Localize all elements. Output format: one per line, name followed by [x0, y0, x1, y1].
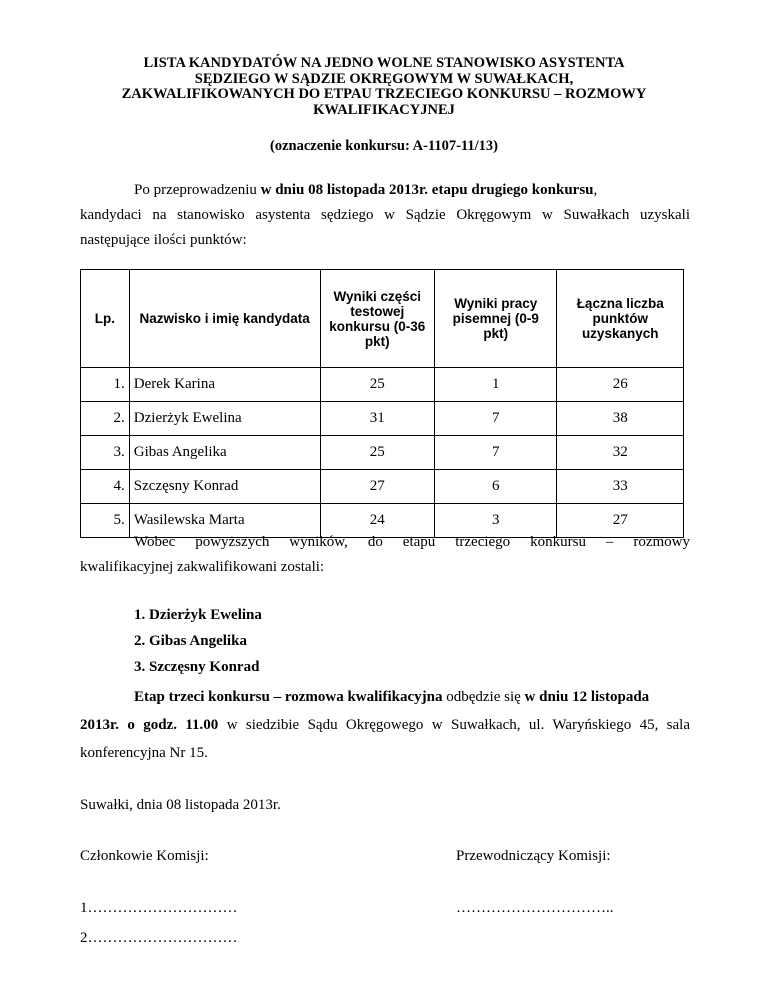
cell-total: 38	[557, 402, 684, 436]
stage3-line-1	[80, 683, 690, 711]
cell-written: 6	[435, 470, 557, 504]
cell-lp: 3.	[81, 436, 130, 470]
cell-lp: 4.	[81, 470, 130, 504]
document-title	[60, 56, 708, 118]
intro-paragraph	[80, 178, 690, 253]
stage3-time-bold: 2013r. o godz. 11.00	[80, 717, 219, 733]
committee-chair-label: Przewodniczący Komisji:	[456, 848, 611, 864]
results-table	[80, 269, 684, 538]
header-name: Nazwisko i imię kandydata	[129, 270, 320, 368]
stage3-text-1: odbędzie się	[446, 689, 521, 705]
table-row	[81, 368, 684, 402]
title-line-1: LISTA KANDYDATÓW NA JEDNO WOLNE STANOWISKO ASYSTENTA	[143, 55, 625, 71]
stage3-paragraph	[80, 683, 690, 767]
header-lp: Lp.	[81, 270, 130, 368]
conclusion-paragraph	[80, 530, 690, 580]
member-signature-line-1: 1…………………………	[80, 900, 238, 916]
cell-test: 25	[320, 436, 435, 470]
committee-members-label: Członkowie Komisji:	[80, 848, 209, 864]
stage3-line-3: konferencyjna Nr 15.	[80, 745, 208, 761]
member-signature-line-2: 2…………………………	[80, 930, 238, 946]
competition-designation: (oznaczenie konkursu: A-1107-11/13)	[270, 138, 498, 154]
cell-written: 7	[435, 436, 557, 470]
cell-name: Gibas Angelika	[129, 436, 320, 470]
stage3-text-2: w siedzibie Sądu Okręgowego w Suwałkach, ul. Waryńskiego 45, sala	[226, 717, 691, 733]
list-item: 2. Gibas Angelika	[134, 633, 247, 649]
cell-written: 7	[435, 402, 557, 436]
cell-written: 3	[435, 504, 557, 538]
table-row	[81, 402, 684, 436]
cell-lp: 1.	[81, 368, 130, 402]
cell-written: 1	[435, 368, 557, 402]
header-test: Wyniki części testowej konkursu (0-36 pkt)	[320, 270, 435, 368]
list-item: 3. Szczęsny Konrad	[134, 659, 260, 675]
header-total: Łączna liczba punktów uzyskanych	[557, 270, 684, 368]
cell-test: 27	[320, 470, 435, 504]
table-row	[81, 470, 684, 504]
intro-line-2: kandydaci na stanowisko asystenta sędziego w Sądzie Okręgowym w Suwałkach uzyskali	[80, 207, 690, 223]
cell-test: 25	[320, 368, 435, 402]
cell-name: Dzierżyk Ewelina	[129, 402, 320, 436]
intro-line-1	[80, 178, 690, 203]
list-item: 1. Dzierżyk Ewelina	[134, 607, 262, 623]
qualified-list	[134, 602, 262, 680]
place-date: Suwałki, dnia 08 listopada 2013r.	[80, 797, 281, 813]
title-line-2: SĘDZIEGO W SĄDZIE OKRĘGOWYM W SUWAŁKACH,	[194, 70, 574, 87]
conclusion-line-1: Wobec powyższych wyników, do etapu trzeciego konkursu – rozmowy	[134, 534, 690, 550]
cell-name: Szczęsny Konrad	[129, 470, 320, 504]
cell-name: Wasilewska Marta	[129, 504, 320, 538]
intro-comma: ,	[593, 182, 598, 198]
cell-lp: 2.	[81, 402, 130, 436]
cell-total: 27	[557, 504, 684, 538]
table-row	[81, 436, 684, 470]
cell-test: 24	[320, 504, 435, 538]
cell-test: 31	[320, 402, 435, 436]
stage3-date-bold: w dniu 12 listopada	[524, 689, 650, 705]
table-header-row	[81, 270, 684, 368]
cell-lp: 5.	[81, 504, 130, 538]
conclusion-line-2: kwalifikacyjnej zakwalifikowani zostali:	[80, 559, 325, 575]
header-written: Wyniki pracy pisemnej (0-9 pkt)	[435, 270, 557, 368]
cell-total: 32	[557, 436, 684, 470]
title-line-3: ZAKWALIFIKOWANYCH DO ETPAU TRZECIEGO KONKURSU – ROZMOWY	[121, 86, 647, 102]
intro-text-1: Po przeprowadzeniu	[134, 182, 257, 198]
cell-name: Derek Karina	[129, 368, 320, 402]
intro-line-3: następujące ilości punktów:	[80, 232, 247, 248]
cell-total: 33	[557, 470, 684, 504]
chair-signature-line: …………………………..	[456, 900, 614, 916]
title-line-4: KWALIFIKACYJNEJ	[313, 101, 455, 118]
stage3-title-bold: Etap trzeci konkursu – rozmowa kwalifikacyjna	[134, 689, 443, 705]
stage3-line-2	[80, 711, 690, 739]
cell-total: 26	[557, 368, 684, 402]
intro-date-bold: w dniu 08 listopada 2013r. etapu drugiego konkursu	[260, 182, 594, 198]
